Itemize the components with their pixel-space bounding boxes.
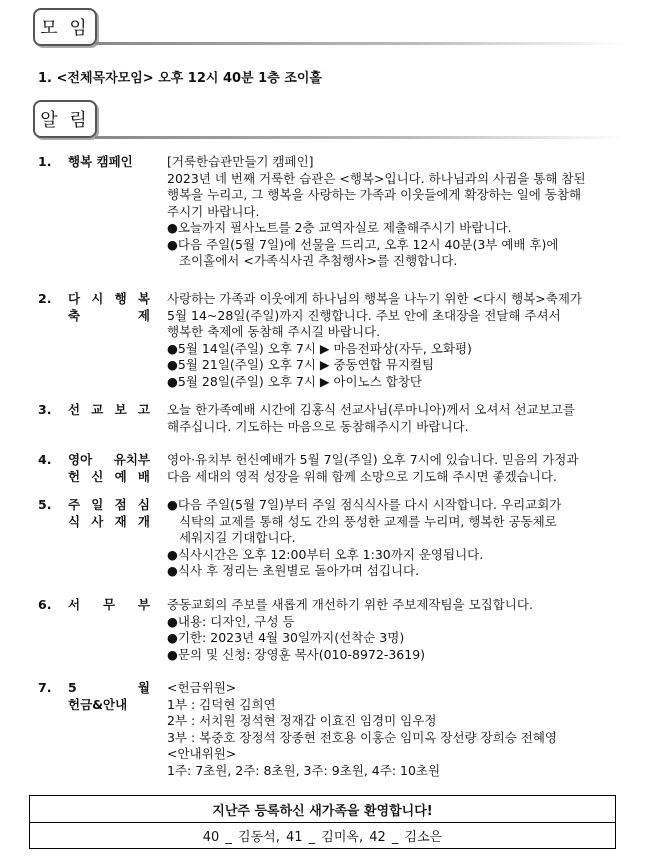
meeting-section-title: 모 임 xyxy=(33,8,97,46)
notice-number: 2. xyxy=(38,291,52,306)
text-line: <안내위원> xyxy=(167,746,237,761)
bullet-line: ●기한: 2023년 4월 30일까지(선착순 3명) xyxy=(167,630,405,645)
text-line: 세워지길 기대합니다. xyxy=(179,530,296,545)
notice-label-line: 영아 유치부 xyxy=(68,452,150,467)
notice-label-line: 다 시 행 복 xyxy=(68,291,150,306)
notice-number: 7. xyxy=(38,680,52,695)
bullet-line: ●오늘까지 필사노트를 2층 교역자실로 제출해주시기 바랍니다. xyxy=(167,220,512,235)
notice-label xyxy=(68,680,150,713)
text-line: <헌금위원> xyxy=(167,680,237,695)
bullet-line: ●식사 후 정리는 초원별로 돌아가며 섬깁니다. xyxy=(167,563,420,578)
notice-content xyxy=(167,497,637,580)
text-line: 행복을 누리고, 그 행복을 사랑하는 가족과 이웃들에게 확장하는 일에 동참해 xyxy=(167,187,582,202)
notice-label-line: 주 일 점 심 xyxy=(68,497,150,512)
meeting-line: 1. <전체목자모임> 오후 12시 40분 1층 조이홀 xyxy=(38,71,322,86)
meeting-section-rule xyxy=(95,42,625,45)
notice-label xyxy=(68,497,150,530)
notice-label-line: 서 무 부 xyxy=(68,597,150,612)
text-line: 다음 세대의 영적 성장을 위해 함께 소망으로 기도해 주시면 좋겠습니다. xyxy=(167,468,557,484)
notice-number: 3. xyxy=(38,402,52,417)
new-family-box xyxy=(29,795,616,849)
bullet-line: ●식사시간은 오후 12:00부터 오후 1:30까지 운영됩니다. xyxy=(167,546,484,562)
bullet-line: ●다음 주일(5월 7일)에 선물을 드리고, 오후 12시 40분(3부 예배 후)에 xyxy=(167,236,559,252)
notice-label-line: 축 제 xyxy=(68,307,150,323)
notice-label xyxy=(68,291,150,324)
text-line: 3부 : 복중호 장정석 장종현 전호용 이홍순 임미옥 장선량 장희승 전혜영 xyxy=(167,729,557,745)
text-line: [거룩한습관만들기 캠페인] xyxy=(167,154,314,169)
notice-content xyxy=(167,402,637,435)
new-family-names: 40 _ 김동석, 41 _ 김미옥, 42 _ 김소은 xyxy=(202,830,443,845)
notice-label-line: 헌금&안내 xyxy=(68,696,128,712)
notice-section-rule xyxy=(95,136,625,139)
notice-label-line: 5 월 xyxy=(68,680,150,695)
bullet-line: ●5월 21일(주일) 오후 7시 ▶ 중동연합 뮤지컬팀 xyxy=(167,357,435,372)
notice-number: 5. xyxy=(38,497,52,512)
text-line: 오늘 한가족예배 시간에 김홍식 선교사님(루마니아)께서 오셔서 선교보고를 xyxy=(167,402,575,417)
notice-label xyxy=(68,597,150,614)
notice-content xyxy=(167,597,637,663)
text-line: 영아·유치부 헌신예배가 5월 7일(주일) 오후 7시에 있습니다. 믿음의 가정과 xyxy=(167,452,579,467)
text-line: 2023년 네 번째 거룩한 습관은 <행복>입니다. 하나님과의 사귐을 통해 참된 xyxy=(167,170,586,186)
notice-label-line: 헌 신 예 배 xyxy=(68,468,150,484)
bullet-line: ●문의 및 신청: 장영훈 목사(010-8972-3619) xyxy=(167,646,426,662)
notice-section-title: 알 림 xyxy=(33,100,97,138)
notice-content xyxy=(167,154,637,270)
notice-content xyxy=(167,680,637,779)
text-line: 조이홀에서 <가족식사권 추첨행사>를 진행합니다. xyxy=(179,253,458,268)
notice-label-line: 선 교 보 고 xyxy=(68,402,150,417)
notice-label-line: 식 사 재 개 xyxy=(68,513,150,529)
notice-label xyxy=(68,402,150,419)
text-line: 식탁의 교제를 통해 성도 간의 풍성한 교제를 누리며, 행복한 공동체로 xyxy=(179,513,557,529)
notice-label xyxy=(68,452,150,485)
text-line: 1부 : 김덕현 김희연 xyxy=(167,696,276,712)
text-line: 주시기 바랍니다. xyxy=(167,203,260,219)
notice-number: 6. xyxy=(38,597,52,612)
text-line: 행복한 축제에 동참해 주시길 바랍니다. xyxy=(167,324,381,339)
notice-content xyxy=(167,452,637,485)
text-line: 1주: 7초원, 2주: 8초원, 3주: 9초원, 4주: 10초원 xyxy=(167,762,441,778)
bullet-line: ●다음 주일(5월 7일)부터 주일 점식식사를 다시 시작합니다. 우리교회가 xyxy=(167,497,562,512)
text-line: 사랑하는 가족과 이웃에게 하나님의 행복을 나누기 위한 <다시 행복>축제가 xyxy=(167,291,582,306)
notice-label xyxy=(68,154,168,171)
text-line: 2부 : 서치원 정석현 정재갑 이효진 임경미 임우정 xyxy=(167,713,437,728)
text-line: 해주십니다. 기도하는 마음으로 동참해주시기 바랍니다. xyxy=(167,418,469,434)
notice-content xyxy=(167,291,637,390)
bullet-line: ●5월 28일(주일) 오후 7시 ▶ 아이노스 합창단 xyxy=(167,373,422,389)
text-line: 5월 14~28일(주일)까지 진행합니다. 주보 안에 초대장을 전달해 주셔서 xyxy=(167,307,561,323)
notice-number: 4. xyxy=(38,452,52,467)
text-line: 중동교회의 주보를 새롭게 개선하기 위한 주보제작팀을 모집합니다. xyxy=(167,597,533,612)
bullet-line: ●5월 14일(주일) 오후 7시 ▶ 마음전파상(자두, 오화평) xyxy=(167,340,472,356)
notice-number: 1. xyxy=(38,154,52,169)
notice-label-line: 행복 캠페인 xyxy=(68,154,133,169)
bullet-line: ●내용: 디자인, 구성 등 xyxy=(167,613,295,629)
new-family-title: 지난주 등록하신 새가족을 환영합니다! xyxy=(30,796,615,823)
